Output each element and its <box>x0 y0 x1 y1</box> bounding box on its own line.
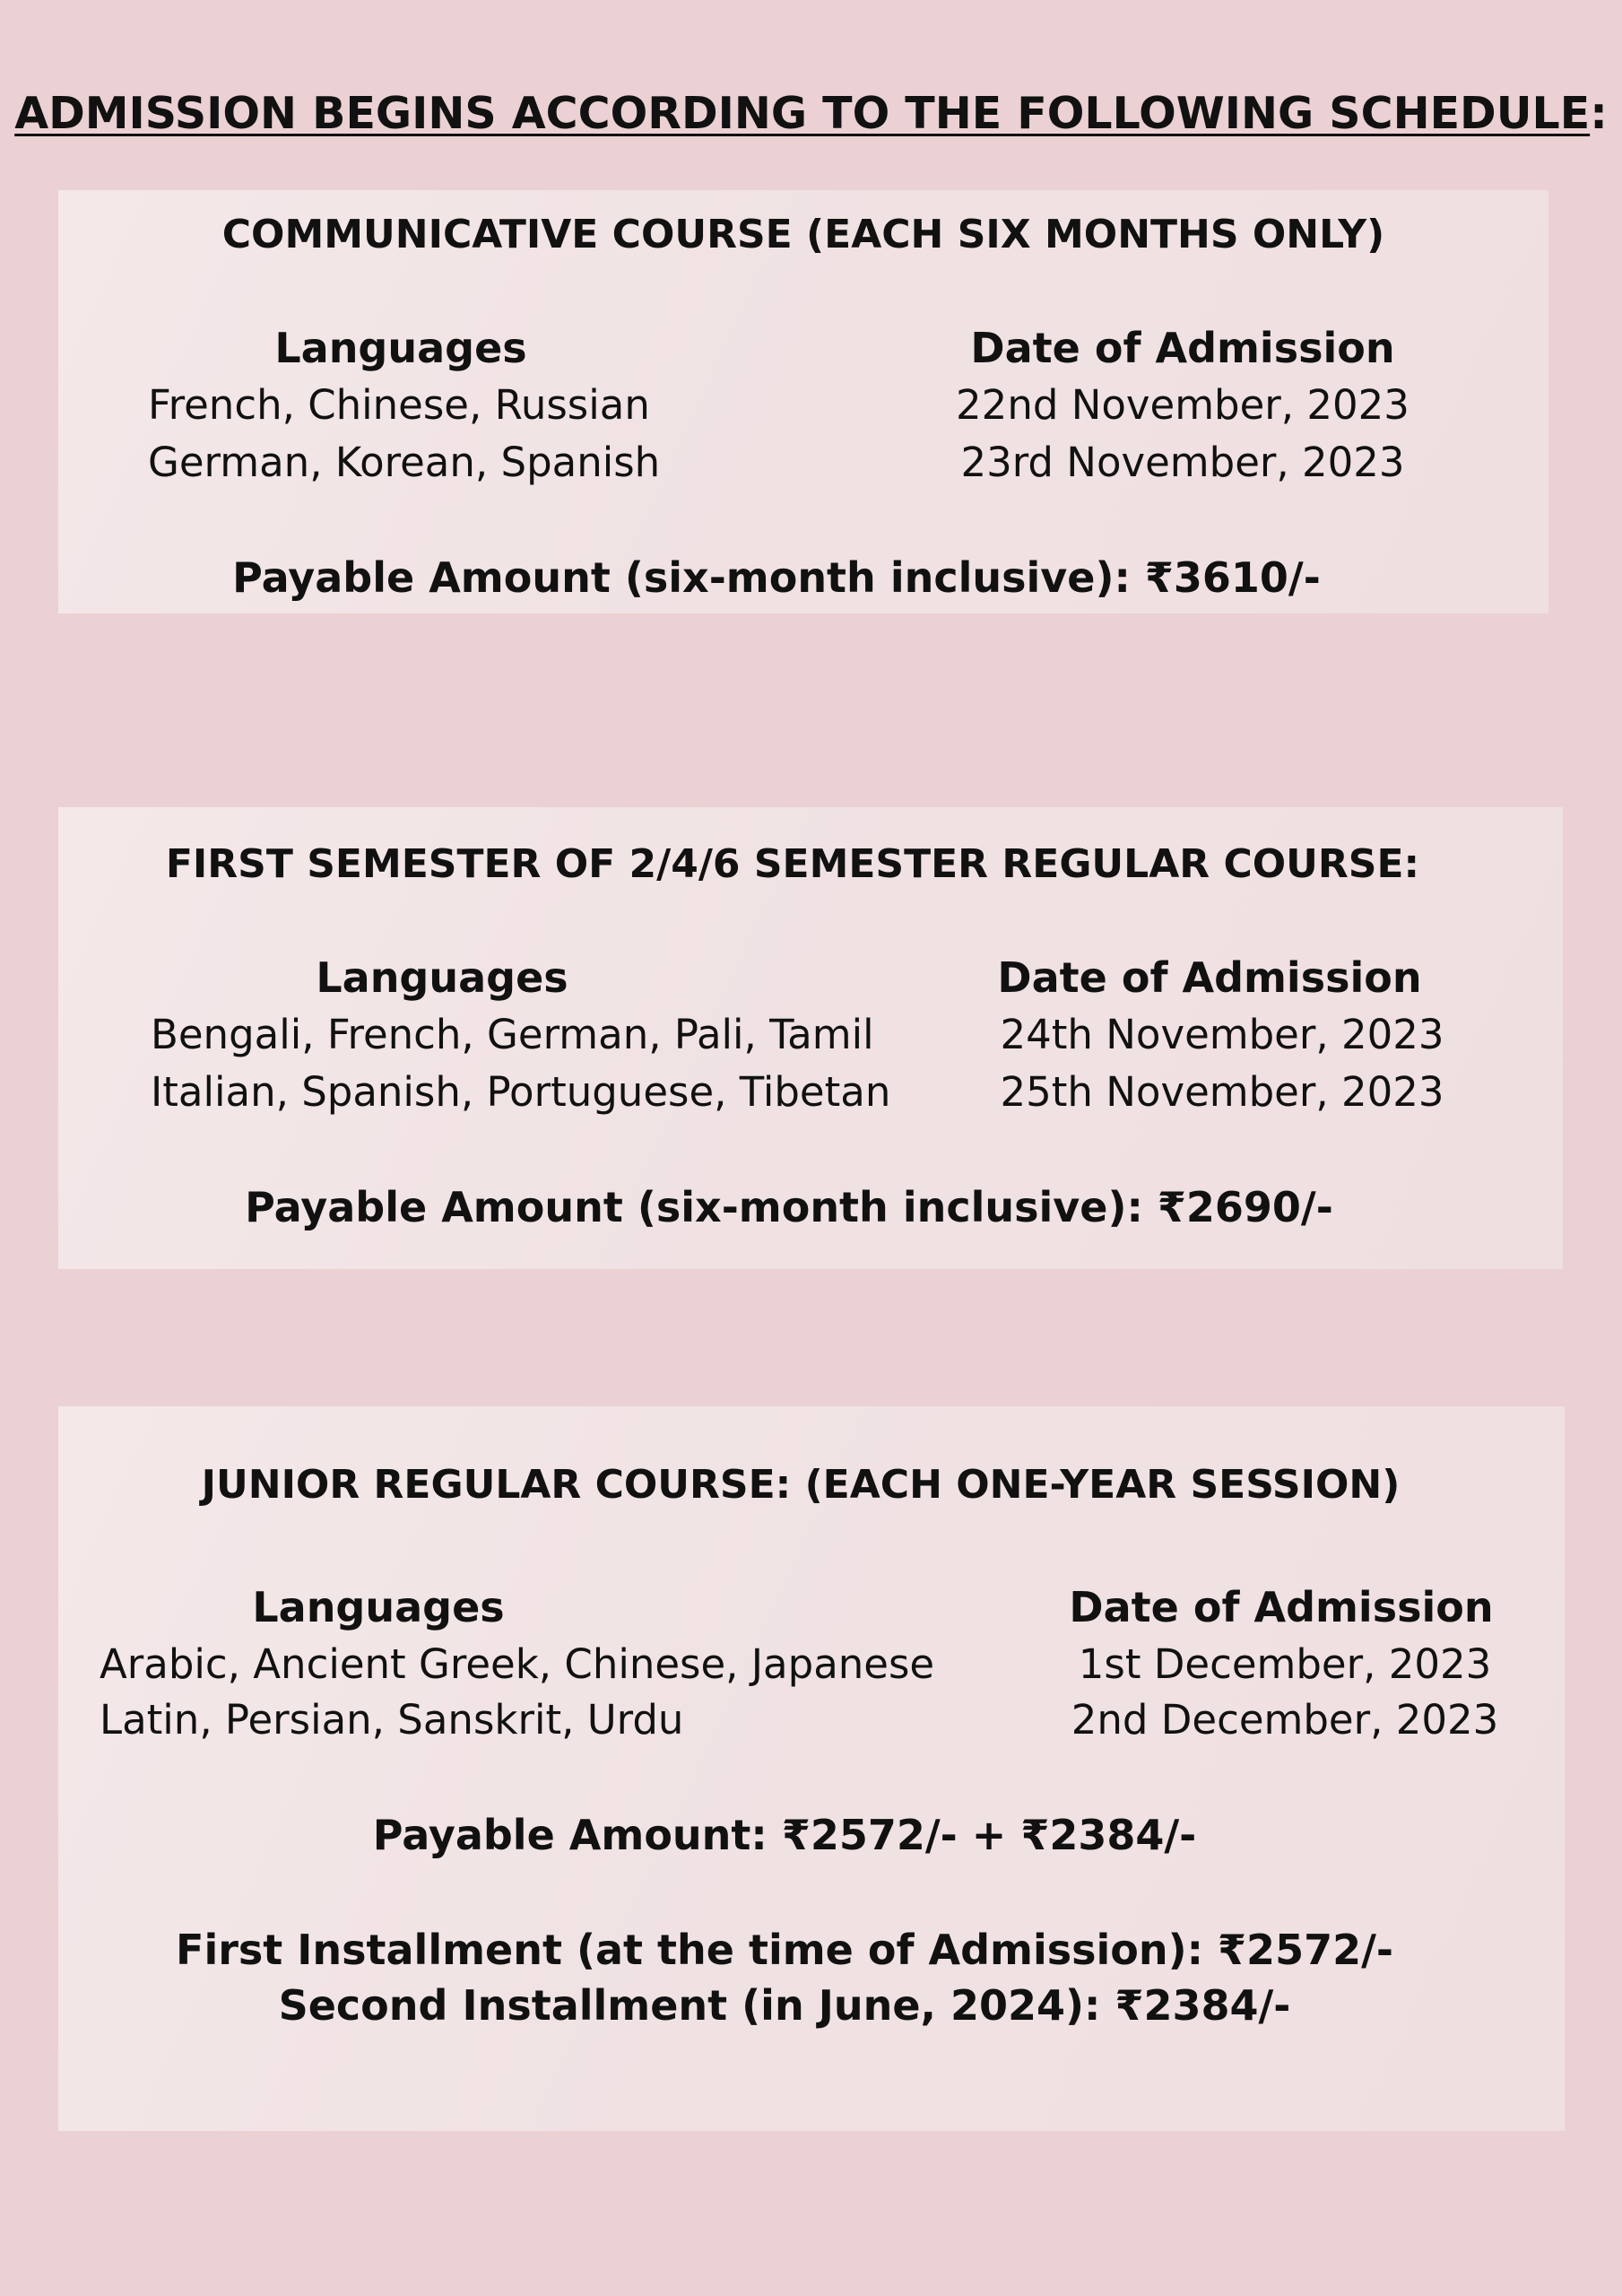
semester-course-card <box>58 807 1563 1269</box>
communicative-course-title: COMMUNICATIVE COURSE (EACH SIX MONTHS ONLY) <box>221 212 1385 257</box>
payable-amount: Payable Amount: ₹2572/- + ₹2384/- <box>372 1811 1197 1859</box>
second-installment: Second Installment (in June, 2024): ₹2384/- <box>278 1981 1291 2030</box>
languages-row-1: French, Chinese, Russian <box>148 381 650 429</box>
languages-header: Languages <box>316 953 568 1002</box>
junior-course-title: JUNIOR REGULAR COURSE: (EACH ONE-YEAR SESSION) <box>201 1462 1401 1508</box>
languages-row-2: Italian, Spanish, Portuguese, Tibetan <box>151 1068 891 1116</box>
languages-row-1: Bengali, French, German, Pali, Tamil <box>151 1011 874 1058</box>
languages-row-2: Latin, Persian, Sanskrit, Urdu <box>100 1696 684 1744</box>
admission-date-row-2: 2nd December, 2023 <box>1071 1696 1499 1744</box>
languages-header: Languages <box>274 324 527 372</box>
first-installment: First Installment (at the time of Admission): ₹2572/- <box>176 1926 1393 1974</box>
junior-course-card <box>58 1406 1565 2131</box>
payable-amount: Payable Amount (six-month inclusive): ₹2690/- <box>245 1183 1333 1231</box>
semester-course-title: FIRST SEMESTER OF 2/4/6 SEMESTER REGULAR COURSE: <box>165 841 1420 887</box>
languages-row-1: Arabic, Ancient Greek, Chinese, Japanese <box>100 1640 935 1688</box>
admission-date-row-1: 1st December, 2023 <box>1078 1640 1492 1688</box>
payable-amount: Payable Amount (six-month inclusive): ₹3610/- <box>232 553 1321 602</box>
admission-date-row-2: 23rd November, 2023 <box>960 439 1405 486</box>
admission-date-row-2: 25th November, 2023 <box>1000 1068 1444 1116</box>
admission-date-row-1: 22nd November, 2023 <box>956 381 1409 429</box>
languages-header: Languages <box>252 1583 505 1631</box>
page-heading-colon: : <box>1590 88 1608 139</box>
admission-date-row-1: 24th November, 2023 <box>1000 1011 1444 1058</box>
page-heading-text: ADMISSION BEGINS ACCORDING TO THE FOLLOWING SCHEDULE <box>14 88 1591 139</box>
page-heading <box>0 83 1622 145</box>
date-of-admission-header: Date of Admission <box>997 953 1422 1002</box>
date-of-admission-header: Date of Admission <box>1069 1583 1494 1631</box>
communicative-course-card <box>58 190 1548 613</box>
date-of-admission-header: Date of Admission <box>970 324 1395 372</box>
languages-row-2: German, Korean, Spanish <box>148 439 661 486</box>
